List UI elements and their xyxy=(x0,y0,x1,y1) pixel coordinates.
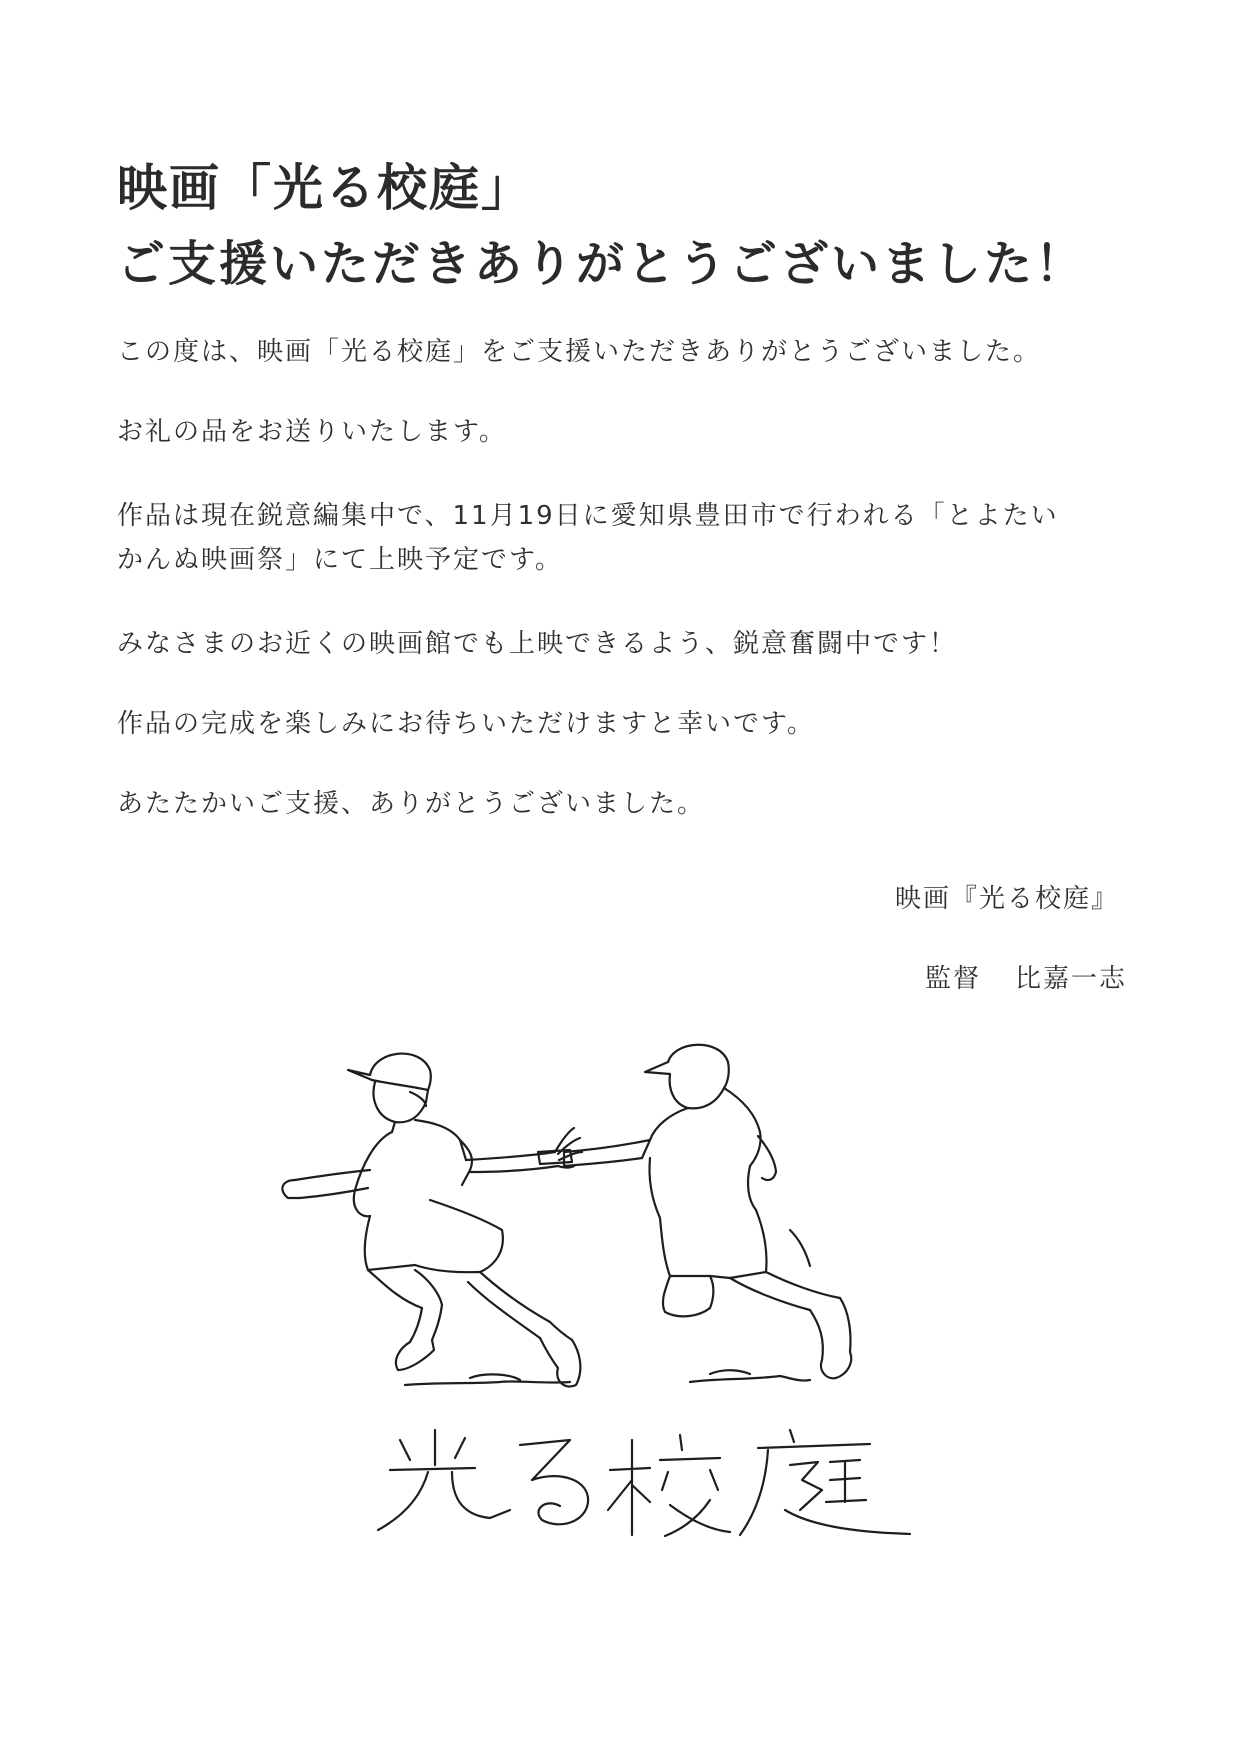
letter-subtitle: ご支援いただきありがとうございました！ xyxy=(117,236,1087,292)
paragraph-anticipation: 作品の完成を楽しみにお待ちいただけますと幸いです。 xyxy=(117,709,815,739)
paragraph-closing: あたたかいご支援、ありがとうございました。 xyxy=(117,789,706,819)
signature-name: 比嘉一志 xyxy=(1015,964,1128,994)
paragraph-theaters: みなさまのお近くの映画館でも上映できるよう、鋭意奮闘中です！ xyxy=(117,629,958,659)
relay-runners-drawing-icon xyxy=(270,1040,990,1600)
paragraph-gift: お礼の品をお送りいたします。 xyxy=(117,417,507,447)
ground-strokes-drawing xyxy=(405,1370,810,1385)
letter-title: 映画「光る校庭」 xyxy=(117,159,533,217)
paragraph-thanks: この度は、映画「光る校庭」をご支援いただきありがとうございました。 xyxy=(117,337,1042,367)
handwritten-title-logo xyxy=(378,1430,910,1536)
paragraph-screening-line2: かんぬ映画祭」にて上映予定です。 xyxy=(117,545,563,575)
signature-director xyxy=(925,958,1127,995)
paragraph-screening-line1: 作品は現在鋭意編集中で、11月19日に愛知県豊田市で行われる「とよたい xyxy=(117,501,1059,531)
runner-right-drawing xyxy=(538,1045,851,1379)
signature-role: 監督 xyxy=(925,964,982,994)
signature-film: 映画『光る校庭』 xyxy=(895,884,1120,914)
runner-left-drawing xyxy=(282,1054,582,1387)
